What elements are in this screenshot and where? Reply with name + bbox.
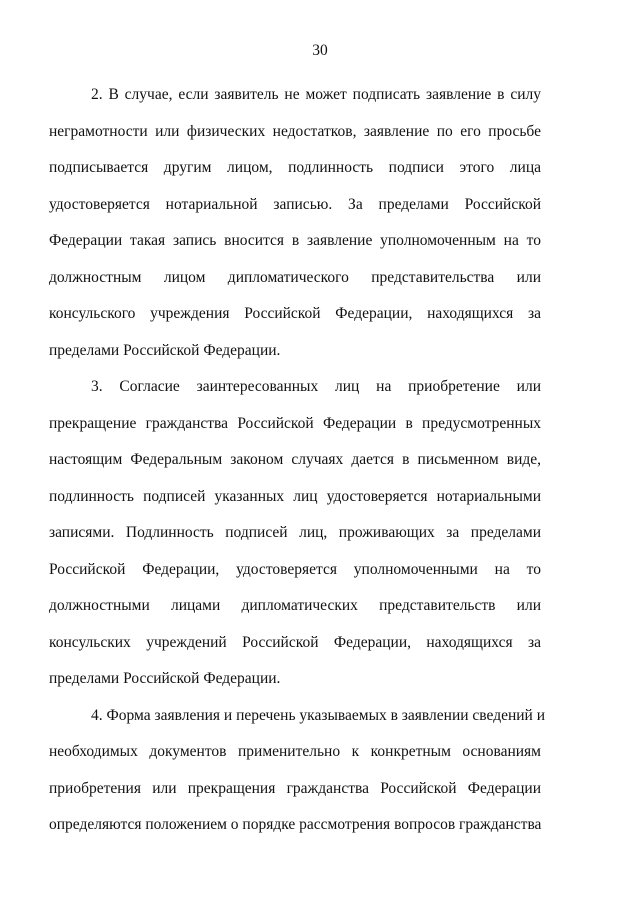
text-line: подписывается другим лицом, подлинность подписи этого лица (49, 159, 541, 176)
text-line: консульского учреждения Российской Федерации, находящихся за (49, 305, 541, 322)
text-line: настоящим Федеральным законом случаях дается в письменном виде, (49, 451, 541, 468)
text-line: удостоверяется нотариальной записью. За пределами Российской (49, 195, 541, 213)
text-line: пределами Российской Федерации. (49, 670, 281, 687)
text-line: 3. Согласие заинтересованных лиц на приобретение или (91, 378, 541, 395)
text-line: должностными лицами дипломатических представительств или (49, 597, 541, 614)
paragraph-4 (49, 703, 546, 849)
text-line: определяются положением о порядке рассмотрения вопросов гражданства (49, 816, 542, 833)
text-line: прекращение гражданства Российской Федерации в предусмотренных (49, 414, 541, 432)
text-line: приобретения или прекращения гражданства Российской Федерации (49, 779, 541, 797)
text-line: 2. В случае, если заявитель не может подписать заявление в силу (91, 86, 541, 103)
text-line: записями. Подлинность подписей лиц, проживающих за пределами (49, 524, 541, 541)
text-line: 4. Форма заявления и перечень указываемых в заявлении сведений и (91, 706, 546, 724)
text-line: консульских учреждений Российской Федерации, находящихся за (49, 633, 541, 651)
text-line: Российской Федерации, удостоверяется уполномоченными на то (49, 560, 541, 578)
text-line: необходимых документов применительно к конкретным основаниям (49, 743, 541, 760)
text-line: должностным лицом дипломатического представительства или (49, 268, 541, 286)
text-line: пределами Российской Федерации. (49, 341, 281, 359)
page-number: 30 (312, 42, 328, 59)
paragraph-3 (49, 374, 541, 703)
text-line: Федерации такая запись вносится в заявление уполномоченным на то (49, 232, 541, 249)
text-line: неграмотности или физических недостатков, заявление по его просьбе (49, 122, 541, 140)
paragraph-2 (49, 82, 541, 374)
text-line: подлинность подписей указанных лиц удостоверяется нотариальными (49, 487, 541, 505)
document-body (49, 82, 546, 849)
